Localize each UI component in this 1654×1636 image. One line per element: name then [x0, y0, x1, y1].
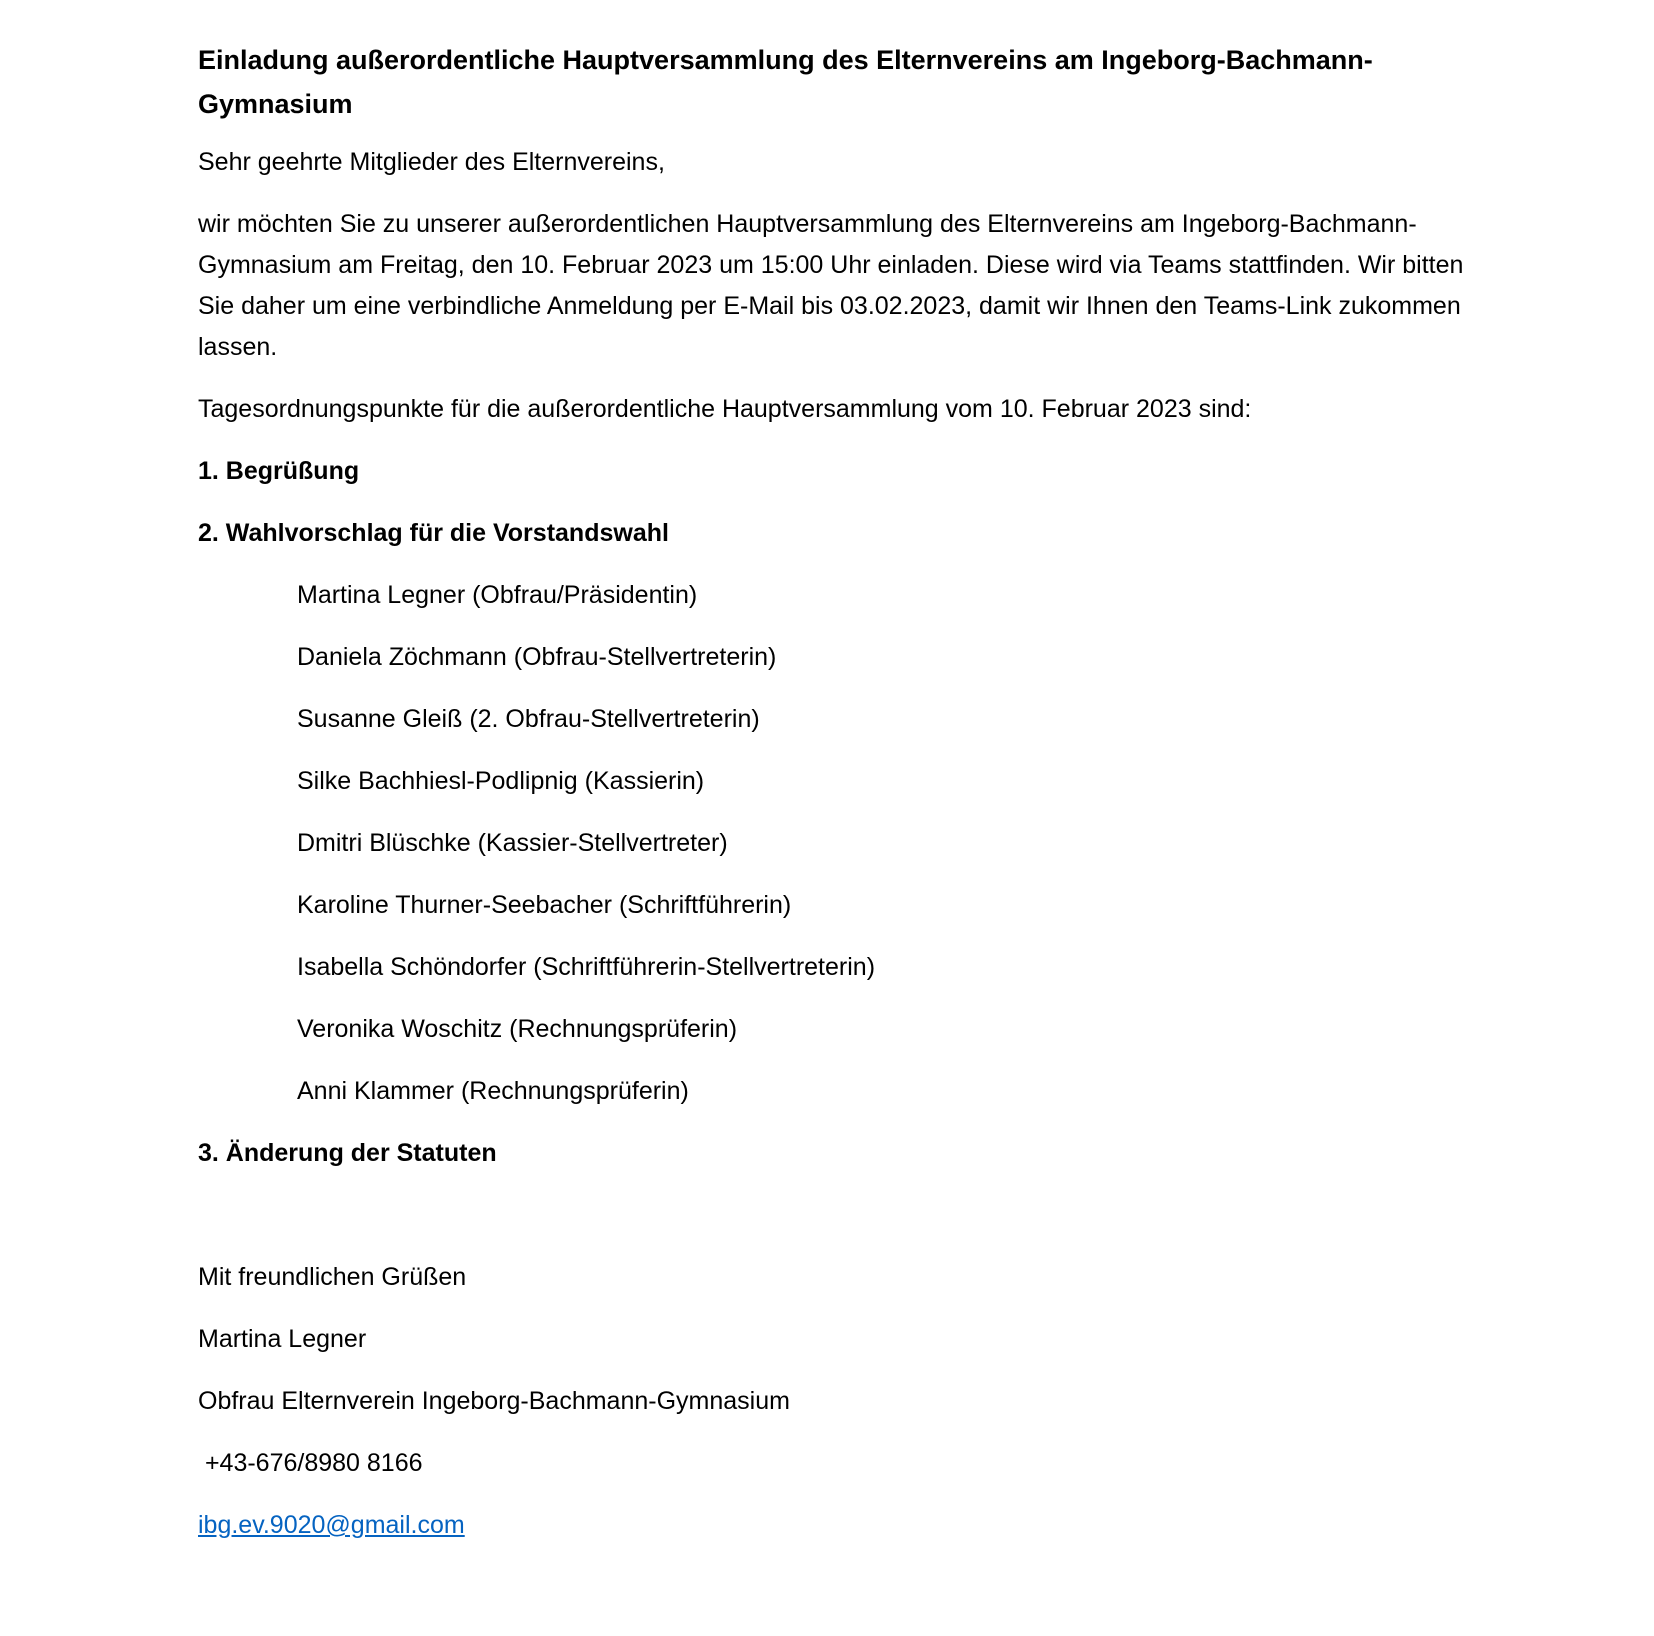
agenda-item-3: 3. Änderung der Statuten	[198, 1139, 497, 1167]
phone-number: +43-676/8980 8166	[198, 1449, 423, 1477]
document-page	[198, 38, 1478, 1567]
candidate-item: Anni Klammer (Rechnungsprüferin)	[297, 1077, 689, 1105]
document-title: Einladung außerordentliche Hauptversammlung des Elternvereins am Ingeborg-Bachmann-Gymnasium	[198, 45, 1373, 119]
candidate-item: Veronika Woschitz (Rechnungsprüferin)	[297, 1015, 738, 1043]
agenda-intro: Tagesordnungspunkte für die außerordentliche Hauptversammlung vom 10. Februar 2023 sind:	[198, 395, 1252, 423]
spacer	[198, 1195, 1478, 1257]
email-link[interactable]: ibg.ev.9020@gmail.com	[198, 1511, 465, 1539]
agenda-item-1: 1. Begrüßung	[198, 457, 360, 485]
agenda-item-2: 2. Wahlvorschlag für die Vorstandswahl	[198, 519, 669, 547]
candidate-item: Karoline Thurner-Seebacher (Schriftführerin)	[297, 891, 792, 919]
email-line	[198, 1505, 1478, 1546]
candidate-item: Isabella Schöndorfer (Schriftführerin-Stellvertreterin)	[297, 953, 876, 981]
candidate-item: Susanne Gleiß (2. Obfrau-Stellvertreterin)	[297, 705, 760, 733]
candidate-item: Martina Legner (Obfrau/Präsidentin)	[297, 581, 698, 609]
candidate-list	[198, 575, 1478, 1112]
candidate-item: Dmitri Blüschke (Kassier-Stellvertreter)	[297, 829, 728, 857]
closing: Mit freundlichen Grüßen	[198, 1263, 467, 1291]
candidate-item: Daniela Zöchmann (Obfrau-Stellvertreterin)	[297, 643, 777, 671]
signature-name: Martina Legner	[198, 1325, 367, 1353]
candidate-item: Silke Bachhiesl-Podlipnig (Kassierin)	[297, 767, 705, 795]
salutation: Sehr geehrte Mitglieder des Elternvereins,	[198, 148, 665, 176]
signature-role: Obfrau Elternverein Ingeborg-Bachmann-Gymnasium	[198, 1387, 790, 1415]
intro-paragraph: wir möchten Sie zu unserer außerordentlichen Hauptversammlung des Elternvereins am Ingeborg-Bachmann-Gymnasium am Freitag, den 10. Februar 2023 um 15:00 Uhr einladen. Diese wird via Teams stattfinden. Wir bitten Sie daher um eine verbindliche Anmeldung per E-Mail bis 03.02.2023, damit wir Ihnen den Teams-Link zukommen lassen.	[198, 210, 1464, 361]
